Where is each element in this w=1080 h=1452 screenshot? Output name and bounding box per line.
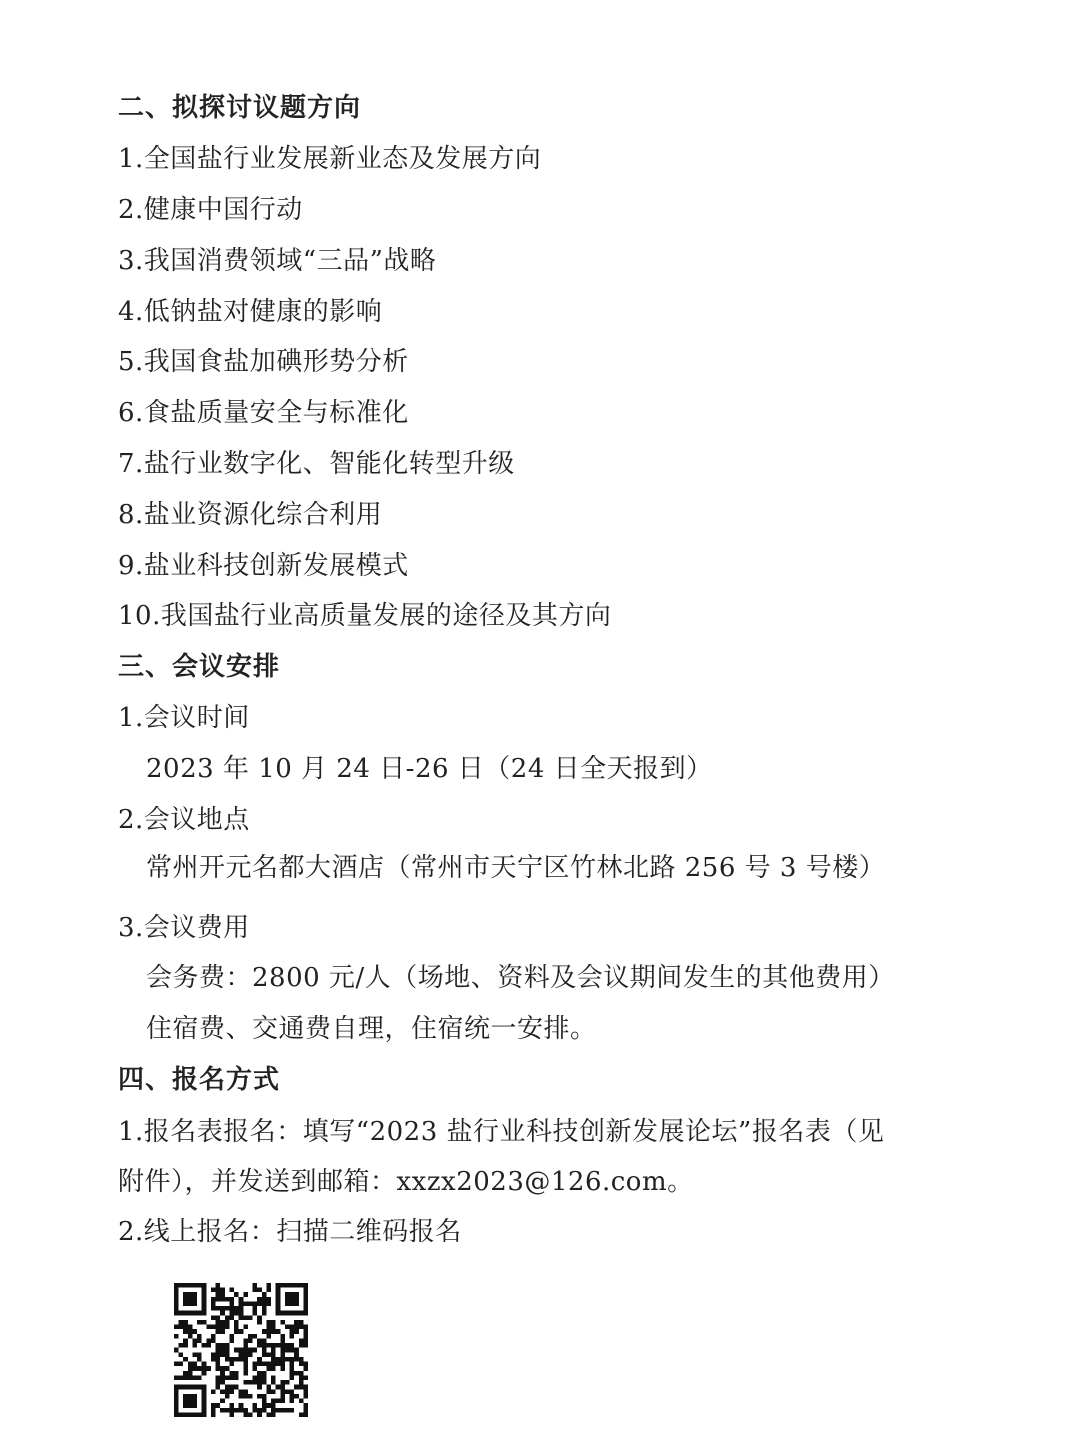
meeting-time-value: 2023 年 10 月 24 日-26 日（24 日全天报到） xyxy=(146,754,713,784)
meeting-fee-value: 会务费：2800 元/人（场地、资料及会议期间发生的其他费用） xyxy=(146,963,895,993)
topic-item: 9.盐业科技创新发展模式 xyxy=(118,551,409,581)
topic-item: 10.我国盐行业高质量发展的途径及其方向 xyxy=(118,601,612,631)
meeting-place-label: 2.会议地点 xyxy=(118,805,250,835)
topic-item: 2.健康中国行动 xyxy=(118,195,303,225)
topic-item: 4.低钠盐对健康的影响 xyxy=(118,297,383,327)
qr-code-icon[interactable] xyxy=(174,1283,308,1417)
meeting-fee-label: 3.会议费用 xyxy=(118,913,250,943)
meeting-place-value: 常州开元名都大酒店（常州市天宁区竹林北路 256 号 3 号楼） xyxy=(146,853,886,883)
section-heading-registration: 四、报名方式 xyxy=(118,1065,281,1095)
meeting-time-label: 1.会议时间 xyxy=(118,703,250,733)
registration-online: 2.线上报名：扫描二维码报名 xyxy=(118,1217,462,1247)
registration-form-line1: 1.报名表报名：填写“2023 盐行业科技创新发展论坛”报名表（见 xyxy=(118,1117,885,1147)
topic-item: 6.食盐质量安全与标准化 xyxy=(118,398,409,428)
meeting-fee-note: 住宿费、交通费自理，住宿统一安排。 xyxy=(146,1014,597,1044)
topic-item: 3.我国消费领域“三品”战略 xyxy=(118,246,437,276)
registration-form-line2: 附件），并发送到邮箱：xxzx2023@126.com。 xyxy=(118,1167,694,1197)
topic-item: 7.盐行业数字化、智能化转型升级 xyxy=(118,449,515,479)
section-heading-topics: 二、拟探讨议题方向 xyxy=(118,93,362,123)
section-heading-arrangement: 三、会议安排 xyxy=(118,652,281,682)
topic-item: 5.我国食盐加碘形势分析 xyxy=(118,347,409,377)
topic-item: 8.盐业资源化综合利用 xyxy=(118,500,383,530)
topic-item: 1.全国盐行业发展新业态及发展方向 xyxy=(118,144,542,174)
